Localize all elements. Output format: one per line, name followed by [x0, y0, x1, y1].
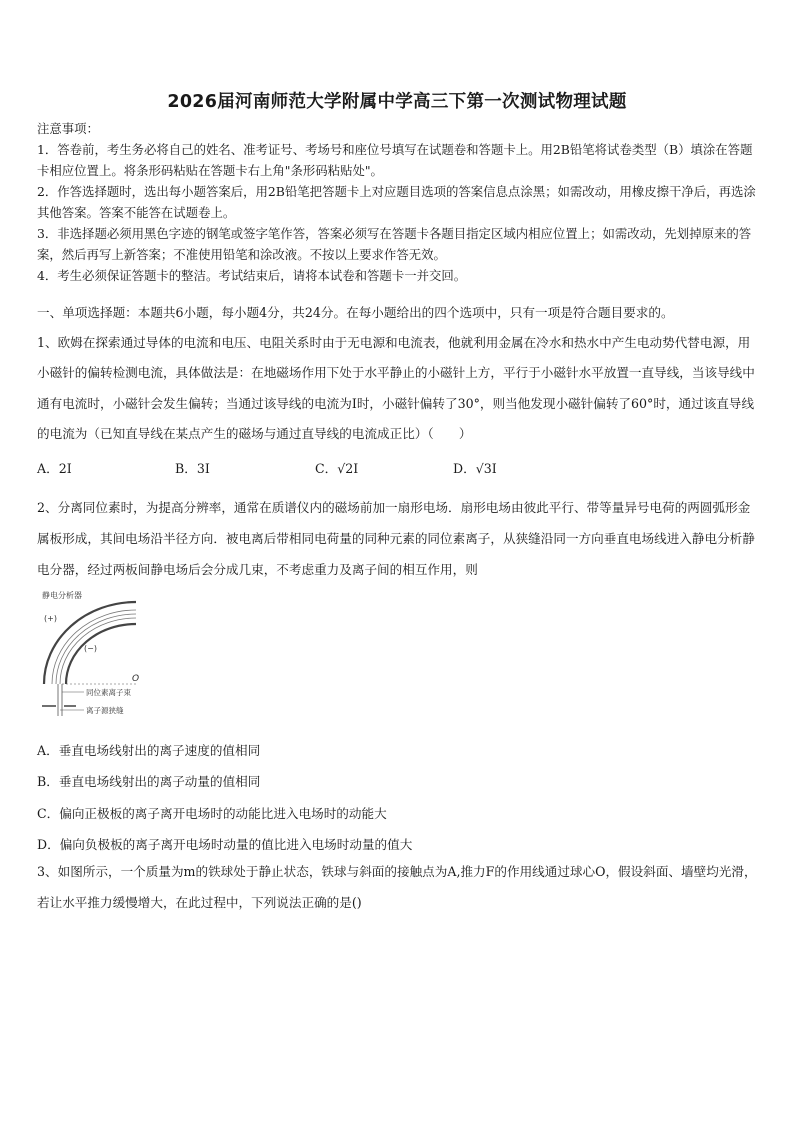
option-b: B．垂直电场线射出的离子动量的值相同 [37, 774, 261, 790]
outer-plate [44, 602, 136, 684]
notes-item: 1．答卷前，考生务必将自己的姓名、准考证号、考场号和座位号填写在试题卷和答题卡上。用2B铅笔将试卷类型（B）填涂在答题卡相应位置上。将条形码粘贴在答题卡右上角"条形码粘贴处"。 [37, 142, 753, 178]
analyzer-figure [36, 588, 146, 718]
notes-item: 4．考生必须保证答题卡的整洁。考试结束后，请将本试卷和答题卡一并交回。 [37, 268, 467, 283]
notes-item: 2．作答选择题时，选出每小题答案后，用2B铅笔把答题卡上对应题目选项的答案信息点涂黑；如需改动，用橡皮擦干净后，再选涂其他答案。答案不能答在试题卷上。 [37, 184, 756, 220]
option-c: C．偏向正极板的离子离开电场时的动能比进入电场时的动能大 [37, 805, 387, 821]
figure-label-minus: (−) [84, 644, 97, 653]
section-heading [37, 298, 759, 328]
notes-heading: 注意事项： [37, 121, 99, 136]
analyzer-diagram [36, 588, 146, 718]
option-d: D．√3I [453, 461, 497, 476]
question-2 [37, 492, 759, 585]
page-title: 2026届河南师范大学附属中学高三下第一次测试物理试题 [167, 92, 627, 112]
notes-block [37, 118, 759, 286]
option-a: A．垂直电场线射出的离子速度的值相同 [37, 743, 261, 758]
option-a: A．2I [37, 461, 72, 476]
figure-label-o: O [132, 674, 140, 684]
question-2-stem: 2、分离同位素时，为提高分辨率，通常在质谱仪内的磁场前加一扇形电场．扇形电场由彼此平行、带等量异号电荷的两圆弧形金属板形成，其间电场沿半径方向．被电离后带相同电荷量的同种元素的同位素离子，从狭缝沿同一方向垂直电场线进入静电分析静电分器，经过两板间静电场后会分成几束，不考虑重力及离子间的相互作用，则 [37, 500, 755, 577]
question-3 [37, 856, 759, 918]
notes-item: 3．非选择题必须用黑色字迹的钢笔或签字笔作答，答案必须写在答题卡各题目指定区域内相应位置上；如需改动，先划掉原来的答案，然后再写上新答案；不准使用铅笔和涂改液。不按以上要求作答无效。 [37, 226, 752, 262]
option-b: B．3I [175, 461, 210, 476]
figure-label-slit: 离子源狭缝 [86, 706, 124, 715]
option-d: D．偏向负极板的离子离开电场时动量的值比进入电场时动量的值大 [37, 836, 413, 852]
question-1-options [37, 458, 759, 482]
figure-label-beam: 同位素离子束 [86, 688, 131, 697]
section-heading-text: 一、单项选择题：本题共6小题，每小题4分，共24分。在每小题给出的四个选项中，只有一项是符合题目要求的。 [37, 305, 674, 320]
question-1 [37, 328, 759, 449]
question-3-stem: 3、如图所示，一个质量为m的铁球处于静止状态，铁球与斜面的接触点为A,推力F的作用线通过球心O，假设斜面、墙壁均光滑，若让水平推力缓慢增大，在此过程中，下列说法正确的是() [37, 864, 757, 910]
option-c: C．√2I [315, 461, 359, 476]
inner-plate [66, 624, 136, 684]
figure-label-analyzer: 静电分析器 [42, 591, 82, 600]
beam-arc [60, 618, 136, 684]
question-1-stem: 1、欧姆在探索通过导体的电流和电压、电阻关系时由于无电源和电流表，他就利用金属在冷水和热水中产生电动势代替电源，用小磁针的偏转检测电流，具体做法是：在地磁场作用下处于水平静止的小磁针上方，平行于小磁针水平放置一直导线，当该导线中通有电流时，小磁针会发生偏转；当通过该导线的电流为I时，小磁针偏转了30°，则当他发现小磁针偏转了60°时，通过该直导线的电流为（已知直导线在某点产生的磁场与通过直导线的电流成正比）（ ） [37, 335, 755, 441]
question-2-options [37, 735, 759, 860]
figure-label-plus: (+) [44, 614, 57, 623]
